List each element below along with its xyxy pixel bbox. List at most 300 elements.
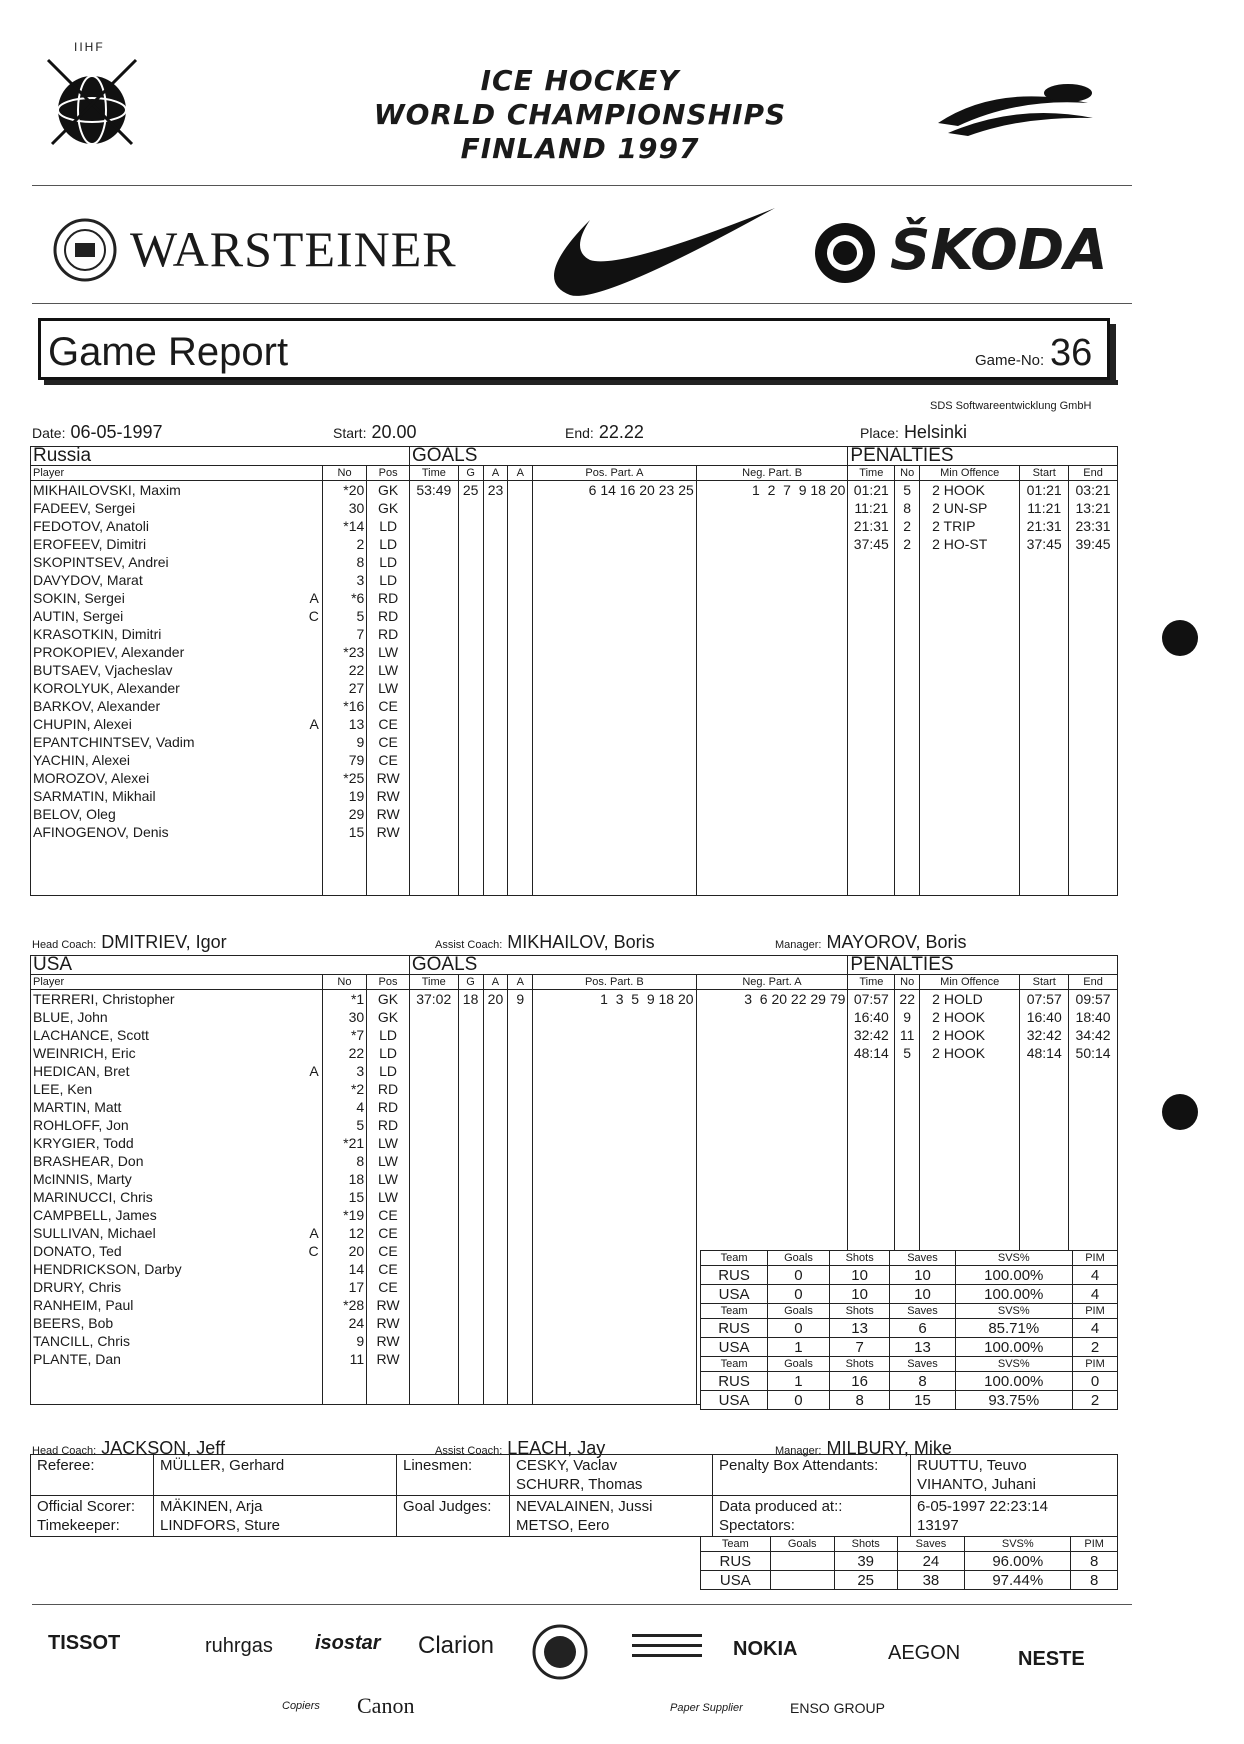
player-pos: CE <box>367 1224 410 1242</box>
col-g: G <box>458 466 483 481</box>
table-cell <box>508 1314 533 1332</box>
officials-table <box>30 1454 1118 1537</box>
table-cell <box>508 661 533 679</box>
table-row <box>31 751 1118 769</box>
totals-row <box>701 1571 1118 1590</box>
player-no: *19 <box>322 1206 367 1224</box>
table-cell <box>409 517 458 535</box>
table-cell <box>508 535 533 553</box>
totals-cell <box>770 1571 834 1590</box>
stats-cell: 4 <box>1073 1285 1118 1304</box>
table-cell <box>895 733 920 751</box>
table-cell <box>409 607 458 625</box>
table-cell <box>920 1134 1020 1152</box>
table-cell <box>458 1008 483 1026</box>
table-cell <box>483 1242 508 1260</box>
russia-head-coach: Head Coach: DMITRIEV, Igor <box>32 932 227 952</box>
table-cell <box>458 1098 483 1116</box>
totals-cell: USA <box>701 1571 771 1590</box>
sponsor-clarion: Clarion <box>418 1632 495 1659</box>
pen-start: 48:14 <box>1020 1044 1069 1062</box>
table-cell <box>533 1116 696 1134</box>
date-field: Date: 06-05-1997 <box>32 422 163 442</box>
table-row <box>31 589 1118 607</box>
stats-cell: 0 <box>768 1319 830 1338</box>
stats-cell: 10 <box>890 1266 955 1285</box>
table-cell <box>533 715 697 733</box>
table-cell <box>848 787 895 805</box>
table-cell <box>533 1296 696 1314</box>
stats-header: SVS% <box>955 1251 1072 1266</box>
player-pos: RD <box>367 1080 410 1098</box>
table-cell <box>508 877 533 896</box>
table-cell <box>409 751 458 769</box>
table-row <box>31 787 1118 805</box>
player-name: BRASHEAR, Don <box>33 1153 144 1169</box>
table-cell <box>409 1224 458 1242</box>
table-cell <box>1069 679 1118 697</box>
table-cell <box>458 733 483 751</box>
player-name: SOKIN, Sergei A <box>33 590 319 606</box>
col-neg-part: Neg. Part. B <box>696 466 848 481</box>
table-row <box>31 607 1118 625</box>
table-cell <box>533 661 697 679</box>
table-cell <box>409 1170 458 1188</box>
punch-hole <box>1162 620 1198 656</box>
table-cell <box>483 715 508 733</box>
player-name: ROHLOFF, Jon <box>33 1117 129 1133</box>
player-pos: GK <box>367 481 410 500</box>
table-cell <box>322 877 367 896</box>
table-cell <box>483 733 508 751</box>
table-cell <box>1069 787 1118 805</box>
pen-time: 21:31 <box>848 517 895 535</box>
scorer-label: Official Scorer: Timekeeper: <box>37 1498 136 1534</box>
table-cell <box>533 553 697 571</box>
table-cell <box>696 733 848 751</box>
table-cell <box>533 841 697 859</box>
table-cell <box>920 553 1020 571</box>
player-pos: CE <box>367 1260 410 1278</box>
table-cell <box>696 769 848 787</box>
player-pos: CE <box>367 697 410 715</box>
table-cell <box>1069 661 1118 679</box>
table-cell <box>1069 859 1118 877</box>
player-name: PLANTE, Dan <box>33 1351 121 1367</box>
usa-head-coach: Head Coach: JACKSON, Jeff <box>32 1438 225 1458</box>
table-cell <box>508 499 533 517</box>
table-cell <box>458 1350 483 1368</box>
table-cell <box>920 733 1020 751</box>
table-cell <box>696 1134 848 1152</box>
totals-cell: 97.44% <box>965 1571 1071 1590</box>
player-name: FEDOTOV, Anatoli <box>33 518 149 534</box>
table-cell <box>1020 661 1069 679</box>
table-cell <box>848 1080 895 1098</box>
table-cell <box>848 625 895 643</box>
table-cell <box>483 859 508 877</box>
player-no: 79 <box>322 751 367 769</box>
minus-players: 3 6 20 22 29 79 <box>696 990 848 1009</box>
table-cell <box>696 841 848 859</box>
stats-header: Saves <box>890 1357 955 1372</box>
table-cell <box>920 1098 1020 1116</box>
table-cell <box>848 841 895 859</box>
table-cell <box>508 733 533 751</box>
player-name <box>31 859 323 877</box>
pen-end: 18:40 <box>1069 1008 1118 1026</box>
table-cell <box>533 1332 696 1350</box>
table-cell <box>458 571 483 589</box>
table-cell <box>848 589 895 607</box>
table-cell <box>1020 625 1069 643</box>
player-no: 29 <box>322 805 367 823</box>
table-cell <box>409 1152 458 1170</box>
player-pos: RD <box>367 625 410 643</box>
table-cell <box>458 697 483 715</box>
stats-cell: USA <box>701 1285 768 1304</box>
player-name: SARMATIN, Mikhail <box>33 788 156 804</box>
table-cell <box>409 643 458 661</box>
table-row <box>31 990 1118 1009</box>
table-cell <box>1020 769 1069 787</box>
stats-header: Team <box>701 1357 768 1372</box>
table-cell <box>533 1062 696 1080</box>
player-no: 2 <box>322 535 367 553</box>
table-row <box>31 859 1118 877</box>
table-cell <box>367 1386 410 1405</box>
player-name: WEINRICH, Eric <box>33 1045 136 1061</box>
table-cell <box>920 787 1020 805</box>
col-pos-part: Pos. Part. B <box>533 975 696 990</box>
table-cell <box>458 679 483 697</box>
table-cell <box>483 805 508 823</box>
table-cell <box>533 1206 696 1224</box>
table-cell <box>508 589 533 607</box>
table-cell <box>458 625 483 643</box>
pen-start: 07:57 <box>1020 990 1069 1009</box>
sponsor-aegon: AEGON <box>888 1642 961 1664</box>
totals-cell: 25 <box>834 1571 897 1590</box>
stats-header: PIM <box>1073 1251 1118 1266</box>
table-cell <box>895 877 920 896</box>
stats-cell: 6 <box>890 1319 955 1338</box>
table-cell <box>409 1080 458 1098</box>
pen-no: 22 <box>895 990 920 1009</box>
table-row <box>31 841 1118 859</box>
table-cell <box>483 823 508 841</box>
sponsor-tissot: TISSOT <box>48 1632 121 1654</box>
table-cell <box>533 1386 696 1405</box>
table-cell <box>508 1170 533 1188</box>
table-cell <box>848 805 895 823</box>
table-cell <box>848 1152 895 1170</box>
player-no: *16 <box>322 697 367 715</box>
pen-no: 2 <box>895 517 920 535</box>
pen-offence: 2 HOOK <box>920 481 1020 500</box>
table-cell <box>1020 1206 1069 1224</box>
table-row <box>31 481 1118 500</box>
table-cell <box>895 553 920 571</box>
table-cell <box>508 1386 533 1405</box>
table-cell <box>409 1368 458 1386</box>
table-cell <box>458 715 483 733</box>
table-cell <box>409 1062 458 1080</box>
pen-time: 07:57 <box>848 990 895 1009</box>
table-row <box>31 1008 1118 1026</box>
table-cell <box>920 823 1020 841</box>
scorer: MÄKINEN, Arja LINDFORS, Sture <box>154 1496 397 1537</box>
table-cell <box>458 1134 483 1152</box>
table-cell <box>533 823 697 841</box>
player-name: BEERS, Bob <box>33 1315 114 1331</box>
table-cell <box>409 805 458 823</box>
iihf-label: IIHF <box>74 40 105 54</box>
table-cell <box>483 787 508 805</box>
player-no: 7 <box>322 625 367 643</box>
table-cell <box>895 571 920 589</box>
table-cell <box>483 517 508 535</box>
table-cell <box>483 679 508 697</box>
table-cell <box>483 751 508 769</box>
table-cell <box>508 697 533 715</box>
table-cell <box>696 589 848 607</box>
totals-cell: RUS <box>701 1552 771 1571</box>
table-cell <box>458 1278 483 1296</box>
pen-no: 5 <box>895 1044 920 1062</box>
table-cell <box>1020 679 1069 697</box>
col-pos: Pos <box>367 975 410 990</box>
paper-supplier-label: Paper Supplier <box>670 1702 743 1714</box>
goals-heading: GOALS <box>409 956 848 975</box>
table-cell <box>1020 751 1069 769</box>
col-end: End <box>1069 466 1118 481</box>
plus-players: 1 3 5 9 18 20 <box>533 990 696 1009</box>
table-cell <box>848 733 895 751</box>
col-pen-no: No <box>895 975 920 990</box>
table-cell <box>1069 1206 1118 1224</box>
table-cell <box>508 679 533 697</box>
pen-start: 21:31 <box>1020 517 1069 535</box>
stats-cell: 8 <box>890 1372 955 1391</box>
stats-cell: 13 <box>890 1338 955 1357</box>
table-cell <box>483 1062 508 1080</box>
table-cell <box>458 841 483 859</box>
goals-heading: GOALS <box>409 447 847 466</box>
player-pos: RW <box>367 769 410 787</box>
pen-start: 16:40 <box>1020 1008 1069 1026</box>
player-name: HENDRICKSON, Darby <box>33 1261 182 1277</box>
table-cell <box>848 1062 895 1080</box>
copiers-label: Copiers <box>282 1700 320 1712</box>
table-cell <box>895 1188 920 1206</box>
russia-manager: Manager: MAYOROV, Boris <box>775 932 967 952</box>
table-cell <box>1020 1170 1069 1188</box>
table-cell <box>920 1224 1020 1242</box>
col-a: A <box>483 975 508 990</box>
sponsor-canon: Canon <box>357 1693 415 1718</box>
table-cell <box>458 823 483 841</box>
table-cell <box>409 553 458 571</box>
player-pos: LW <box>367 1188 410 1206</box>
table-cell <box>508 805 533 823</box>
table-cell <box>696 535 848 553</box>
table-row <box>31 733 1118 751</box>
table-row <box>31 517 1118 535</box>
player-name: BARKOV, Alexander <box>33 698 161 714</box>
table-cell <box>895 625 920 643</box>
table-cell <box>533 643 697 661</box>
table-cell <box>895 1134 920 1152</box>
table-cell <box>848 697 895 715</box>
sponsor-ruhrgas: ruhrgas <box>205 1635 273 1657</box>
stats-cell: 85.71% <box>955 1319 1072 1338</box>
table-cell <box>1069 1152 1118 1170</box>
table-row <box>31 823 1118 841</box>
goal-assist: 23 <box>483 481 508 500</box>
tlc-stripes-icon <box>632 1630 702 1670</box>
table-cell <box>483 1098 508 1116</box>
table-cell <box>696 1098 848 1116</box>
table-cell <box>895 787 920 805</box>
player-no: 24 <box>322 1314 367 1332</box>
pen-no: 8 <box>895 499 920 517</box>
pen-end: 39:45 <box>1069 535 1118 553</box>
table-cell <box>458 1170 483 1188</box>
stats-cell: 10 <box>890 1285 955 1304</box>
table-cell <box>1020 859 1069 877</box>
col-time: Time <box>409 466 458 481</box>
table-cell <box>1069 841 1118 859</box>
player-pos: RD <box>367 1116 410 1134</box>
player-no: 8 <box>322 1152 367 1170</box>
player-no: 20 <box>322 1242 367 1260</box>
table-cell <box>895 1098 920 1116</box>
col-pen-time: Time <box>848 466 895 481</box>
skoda-logo: ŠKODA <box>890 218 1108 283</box>
table-cell <box>483 1260 508 1278</box>
player-no: 5 <box>322 607 367 625</box>
player-pos: CE <box>367 733 410 751</box>
stats-header: Goals <box>768 1304 830 1319</box>
table-cell <box>920 1080 1020 1098</box>
player-no: 12 <box>322 1224 367 1242</box>
pen-end: 23:31 <box>1069 517 1118 535</box>
player-no: *28 <box>322 1296 367 1314</box>
table-row <box>31 679 1118 697</box>
table-cell <box>508 1188 533 1206</box>
table-cell <box>508 1242 533 1260</box>
stats-cell: RUS <box>701 1319 768 1338</box>
table-row <box>31 1188 1118 1206</box>
player-no: 9 <box>322 1332 367 1350</box>
stats-cell: 100.00% <box>955 1285 1072 1304</box>
totals-cell <box>770 1552 834 1571</box>
table-cell <box>409 769 458 787</box>
table-cell <box>895 607 920 625</box>
player-pos: LD <box>367 1026 410 1044</box>
player-no: 8 <box>322 553 367 571</box>
table-cell <box>533 1260 696 1278</box>
table-cell <box>508 571 533 589</box>
table-cell <box>508 1116 533 1134</box>
table-cell <box>920 841 1020 859</box>
table-cell <box>409 1314 458 1332</box>
table-cell <box>458 769 483 787</box>
usa-assist-coach: Assist Coach: LEACH, Jay <box>435 1438 606 1458</box>
table-cell <box>1020 787 1069 805</box>
table-cell <box>458 805 483 823</box>
player-name: PROKOPIEV, Alexander <box>33 644 185 660</box>
player-no: 18 <box>322 1170 367 1188</box>
table-cell <box>483 607 508 625</box>
stats-cell: 15 <box>890 1391 955 1410</box>
table-cell <box>920 643 1020 661</box>
table-cell <box>409 1044 458 1062</box>
player-pos: LD <box>367 1044 410 1062</box>
col-pos-part: Pos. Part. A <box>533 466 697 481</box>
table-cell <box>458 517 483 535</box>
table-cell <box>895 589 920 607</box>
goal-scorer: 18 <box>458 990 483 1009</box>
pen-end: 09:57 <box>1069 990 1118 1009</box>
table-cell <box>533 1044 696 1062</box>
stats-cell: 0 <box>768 1285 830 1304</box>
table-cell <box>409 787 458 805</box>
table-cell <box>409 679 458 697</box>
table-cell <box>483 769 508 787</box>
sponsor-neste: NESTE <box>1018 1648 1085 1670</box>
table-cell <box>848 553 895 571</box>
table-row <box>31 1206 1118 1224</box>
sds-credit: SDS Softwareentwicklung GmbH <box>930 400 1092 412</box>
pen-time: 37:45 <box>848 535 895 553</box>
stats-row <box>701 1338 1118 1357</box>
player-pos: LW <box>367 1134 410 1152</box>
player-no: 22 <box>322 1044 367 1062</box>
table-cell <box>848 679 895 697</box>
pen-no: 11 <box>895 1026 920 1044</box>
table-cell <box>508 787 533 805</box>
player-pos: GK <box>367 499 410 517</box>
pen-offence: 2 HOLD <box>920 990 1020 1009</box>
stats-header: Team <box>701 1251 768 1266</box>
player-no: *14 <box>322 517 367 535</box>
table-cell <box>508 1008 533 1026</box>
table-cell <box>1069 697 1118 715</box>
player-no: 27 <box>322 679 367 697</box>
table-cell <box>409 1116 458 1134</box>
table-cell <box>848 859 895 877</box>
table-cell <box>696 1008 848 1026</box>
table-cell <box>1020 1224 1069 1242</box>
table-row <box>31 571 1118 589</box>
stats-header: Shots <box>834 1537 897 1552</box>
table-row <box>31 805 1118 823</box>
table-cell <box>458 1368 483 1386</box>
team-name: Russia <box>31 447 410 466</box>
stats-cell: 2 <box>1073 1391 1118 1410</box>
table-cell <box>533 571 697 589</box>
table-cell <box>1069 607 1118 625</box>
stats-cell: USA <box>701 1338 768 1357</box>
table-cell <box>1069 1062 1118 1080</box>
table-cell <box>483 697 508 715</box>
table-cell <box>409 625 458 643</box>
table-row <box>31 1062 1118 1080</box>
table-row <box>31 877 1118 896</box>
table-row <box>31 1224 1118 1242</box>
